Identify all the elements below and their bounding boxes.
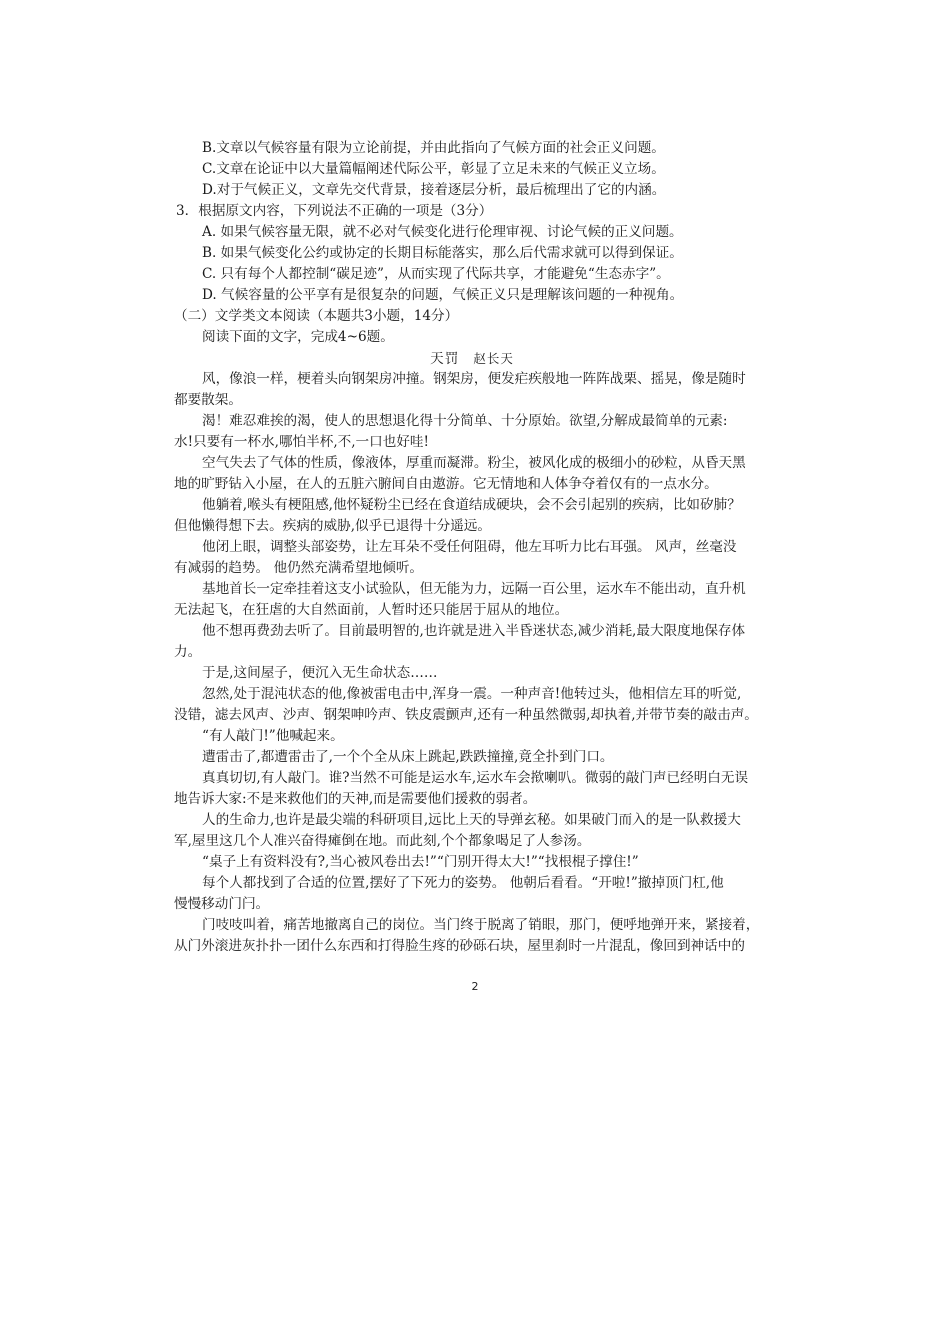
text-line: “桌子上有资料没有?,当心被风卷出去!”“门别开得太大!”“找根棍子撑住!” — [202, 854, 639, 870]
page-number: 2 — [471, 980, 479, 993]
text-line: B.文章以气候容量有限为立论前提，并由此指向了气候方面的社会正义问题。 — [202, 140, 665, 156]
story-title-text: 天罚 — [430, 351, 460, 367]
text-line: 阅读下面的文字，完成4~6题。 — [202, 329, 394, 345]
text-line: 他闭上眼，调整头部姿势，让左耳朵不受任何阻碍，他左耳听力比右耳强。 风声，丝毫没 — [202, 539, 737, 555]
text-line: D. 气候容量的公平享有是很复杂的问题，气候正义只是理解该问题的一种视角。 — [202, 287, 684, 303]
text-line: 于是,这间屋子，便沉入无生命状态…… — [202, 665, 438, 681]
text-line: 3．根据原文内容，下列说法不正确的一项是（3分） — [176, 203, 493, 219]
text-line: 渴！难忍难挨的渴，使人的思想退化得十分简单、十分原始。欲望,分解成最简单的元素: — [202, 413, 728, 429]
text-line: 真真切切,有人敲门。谁?当然不可能是运水车,运水车会揿喇叭。微弱的敲门声已经明白无误 — [202, 770, 749, 786]
text-line: 基地首长一定牵挂着这支小试验队，但无能为力，远隔一百公里，运水车不能出动，直升机 — [202, 581, 746, 597]
story-title — [174, 348, 770, 369]
text-line: 水!只要有一杯水,哪怕半杯,不,一口也好哇! — [174, 434, 429, 450]
text-line: D.对于气候正义，文章先交代背景，接着逐层分析，最后梳理出了它的内涵。 — [202, 182, 666, 198]
text-line: 无法起飞，在狂虐的大自然面前，人暂时还只能居于屈从的地位。 — [174, 602, 569, 618]
story-author: 赵长天 — [473, 351, 514, 366]
text-line: “有人敲门!”他喊起来。 — [202, 728, 344, 744]
text-line: 有减弱的趋势。 他仍然充满希望地倾听。 — [174, 560, 424, 576]
text-line: 风，像浪一样，梗着头向钢架房冲撞。钢架房，便发疟疾般地一阵阵战栗、摇晃，像是随时 — [202, 371, 746, 387]
text-line: 地的旷野钻入小屋，在人的五脏六腑间自由遨游。它无情地和人体争夺着仅有的一点水分。 — [174, 476, 718, 492]
text-line: 慢慢移动门闩。 — [174, 896, 270, 912]
text-line: 空气失去了气体的性质，像液体，厚重而凝滞。粉尘，被风化成的极细小的砂粒，从昏天黑 — [202, 455, 746, 471]
text-line: 地告诉大家:不是来救他们的天神,而是需要他们援救的弱者。 — [174, 791, 537, 807]
text-line: 都要散架。 — [174, 392, 242, 408]
text-line: 他躺着,喉头有梗阻感,他怀疑粉尘已经在食道结成硬块，会不会引起别的疾病，比如矽肺？ — [202, 497, 741, 513]
text-line: 他不想再费劲去听了。目前最明智的,也许就是进入半昏迷状态,减少消耗,最大限度地保存体 — [202, 623, 746, 639]
text-line: 军,屋里这几个人准兴奋得瘫倒在地。而此刻,个个都象喝足了人参汤。 — [174, 833, 591, 849]
text-line: 没错，滤去风声、沙声、钢架呻吟声、铁皮震颤声,还有一种虽然微弱,却执着,并带节奏的敲击声。 — [174, 707, 758, 723]
text-line: 从门外滚进灰扑扑一团什么东西和打得脸生疼的砂砾石块，屋里刹时一片混乱，像回到神话中的 — [174, 938, 745, 954]
text-line: （二）文学类文本阅读（本题共3小题，14分） — [174, 308, 459, 324]
text-line: 力。 — [174, 644, 202, 660]
text-line: 人的生命力,也许是最尖端的科研项目,远比上天的导弹玄秘。如果破门而入的是一队救援大 — [202, 812, 741, 828]
text-line: C. 只有每个人都控制“碳足迹”，从而实现了代际共享，才能避免“生态赤字”。 — [202, 266, 670, 282]
text-line: 门吱吱叫着，痛苦地撤离自己的岗位。当门终于脱离了销眼，那门，便呼地弹开来，紧接着， — [202, 917, 760, 933]
text-line: 忽然,处于混沌状态的他,像被雷电击中,浑身一震。一种声音!他转过头，他相信左耳的听觉, — [202, 686, 742, 702]
text-line: A. 如果气候容量无限，就不必对气候变化进行伦理审视、讨论气候的正义问题。 — [202, 224, 683, 240]
exam-page-content — [174, 138, 770, 957]
text-line: B. 如果气候变化公约或协定的长期目标能落实，那么后代需求就可以得到保证。 — [202, 245, 683, 261]
text-line: 遭雷击了,都遭雷击了,一个个全从床上跳起,跌跌撞撞,竟全扑到门口。 — [202, 749, 614, 765]
text-line: C.文章在论证中以大量篇幅阐述代际公平，彰显了立足未来的气候正义立场。 — [202, 161, 665, 177]
text-line: 每个人都找到了合适的位置,摆好了下死力的姿势。 他朝后看看。“开啦!”撤掉顶门杠,他 — [202, 875, 724, 891]
text-line: 但他懒得想下去。疾病的威胁,似乎已退得十分遥远。 — [174, 518, 491, 534]
